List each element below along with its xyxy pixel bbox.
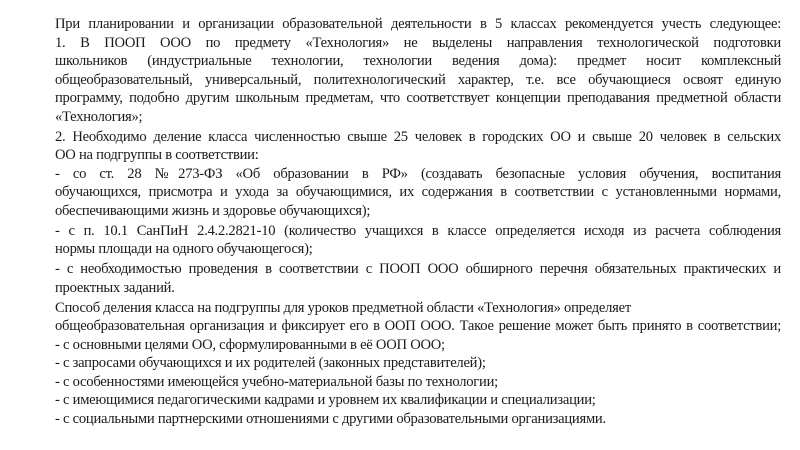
text-line: нормы площади на одного обучающегося); xyxy=(55,241,313,257)
text-line: проектных заданий. xyxy=(55,279,175,296)
text-line: - с особенностями имеющейся учебно-материальной базы по технологии; xyxy=(55,373,498,390)
text-line: ОО на подгруппы в соответствии: xyxy=(55,147,259,163)
document-body xyxy=(55,15,781,428)
text-line: Способ деления класса на подгруппы для уроков предметной области «Технология» определяет xyxy=(55,299,631,316)
text-line: 2. Необходимо деление класса численностью свыше 25 человек в городских ОО и свыше 20 человек в сельских xyxy=(55,128,781,145)
text-line: 1. В ПООП ООО по предмету «Технология» не выделены направления технологической подготовки xyxy=(55,34,781,51)
text-line: - с п. 10.1 СанПиН 2.4.2.2821-10 (количество учащихся в классе определяется исходя из расчета соблюдения xyxy=(55,222,781,239)
text-line: - со ст. 28 №273-ФЗ «Об образовании в РФ» (создавать безопасные условия обучения, воспитания xyxy=(55,165,781,182)
text-line: - с основными целями ОО, сформулированными в её ООП ООО; xyxy=(55,336,445,353)
text-line: - с необходимостью проведения в соответствии с ПООП ООО обширного перечня обязательных практических и xyxy=(55,261,781,277)
text-line: общеобразовательная организация и фиксирует его в ООП ООО. Такое решение может быть принято в соответствии; xyxy=(55,318,781,334)
text-line: обучающихся, присмотра и ухода за обучающимися, их содержания в соответствии с установленными нормами, xyxy=(55,184,781,200)
text-line: «Технология»; xyxy=(55,108,143,125)
text-line: - с запросами обучающихся и их родителей (законных представителей); xyxy=(55,355,486,371)
text-line: общеобразовательный, универсальный, политехнологический характер, т.е. все обучающиеся освоят единую xyxy=(55,71,781,88)
text-line: При планировании и организации образовательной деятельности в 5 классах рекомендуется учесть следующее: xyxy=(55,16,781,32)
text-line: - с имеющимися педагогическими кадрами и уровнем их квалификации и специализации; xyxy=(55,392,596,408)
text-line: - с социальными партнерскими отношениями с другими образовательными организациями. xyxy=(55,410,606,427)
text-line: школьников (индустриальные технологии, технологии ведения дома): предмет носит комплексный xyxy=(55,53,781,69)
text-line: обеспечивающими жизнь и здоровье обучающихся); xyxy=(55,202,371,219)
text-line: программу, подобно другим школьным предметам, что соответствует концепции преподавания предметной области xyxy=(55,90,781,106)
